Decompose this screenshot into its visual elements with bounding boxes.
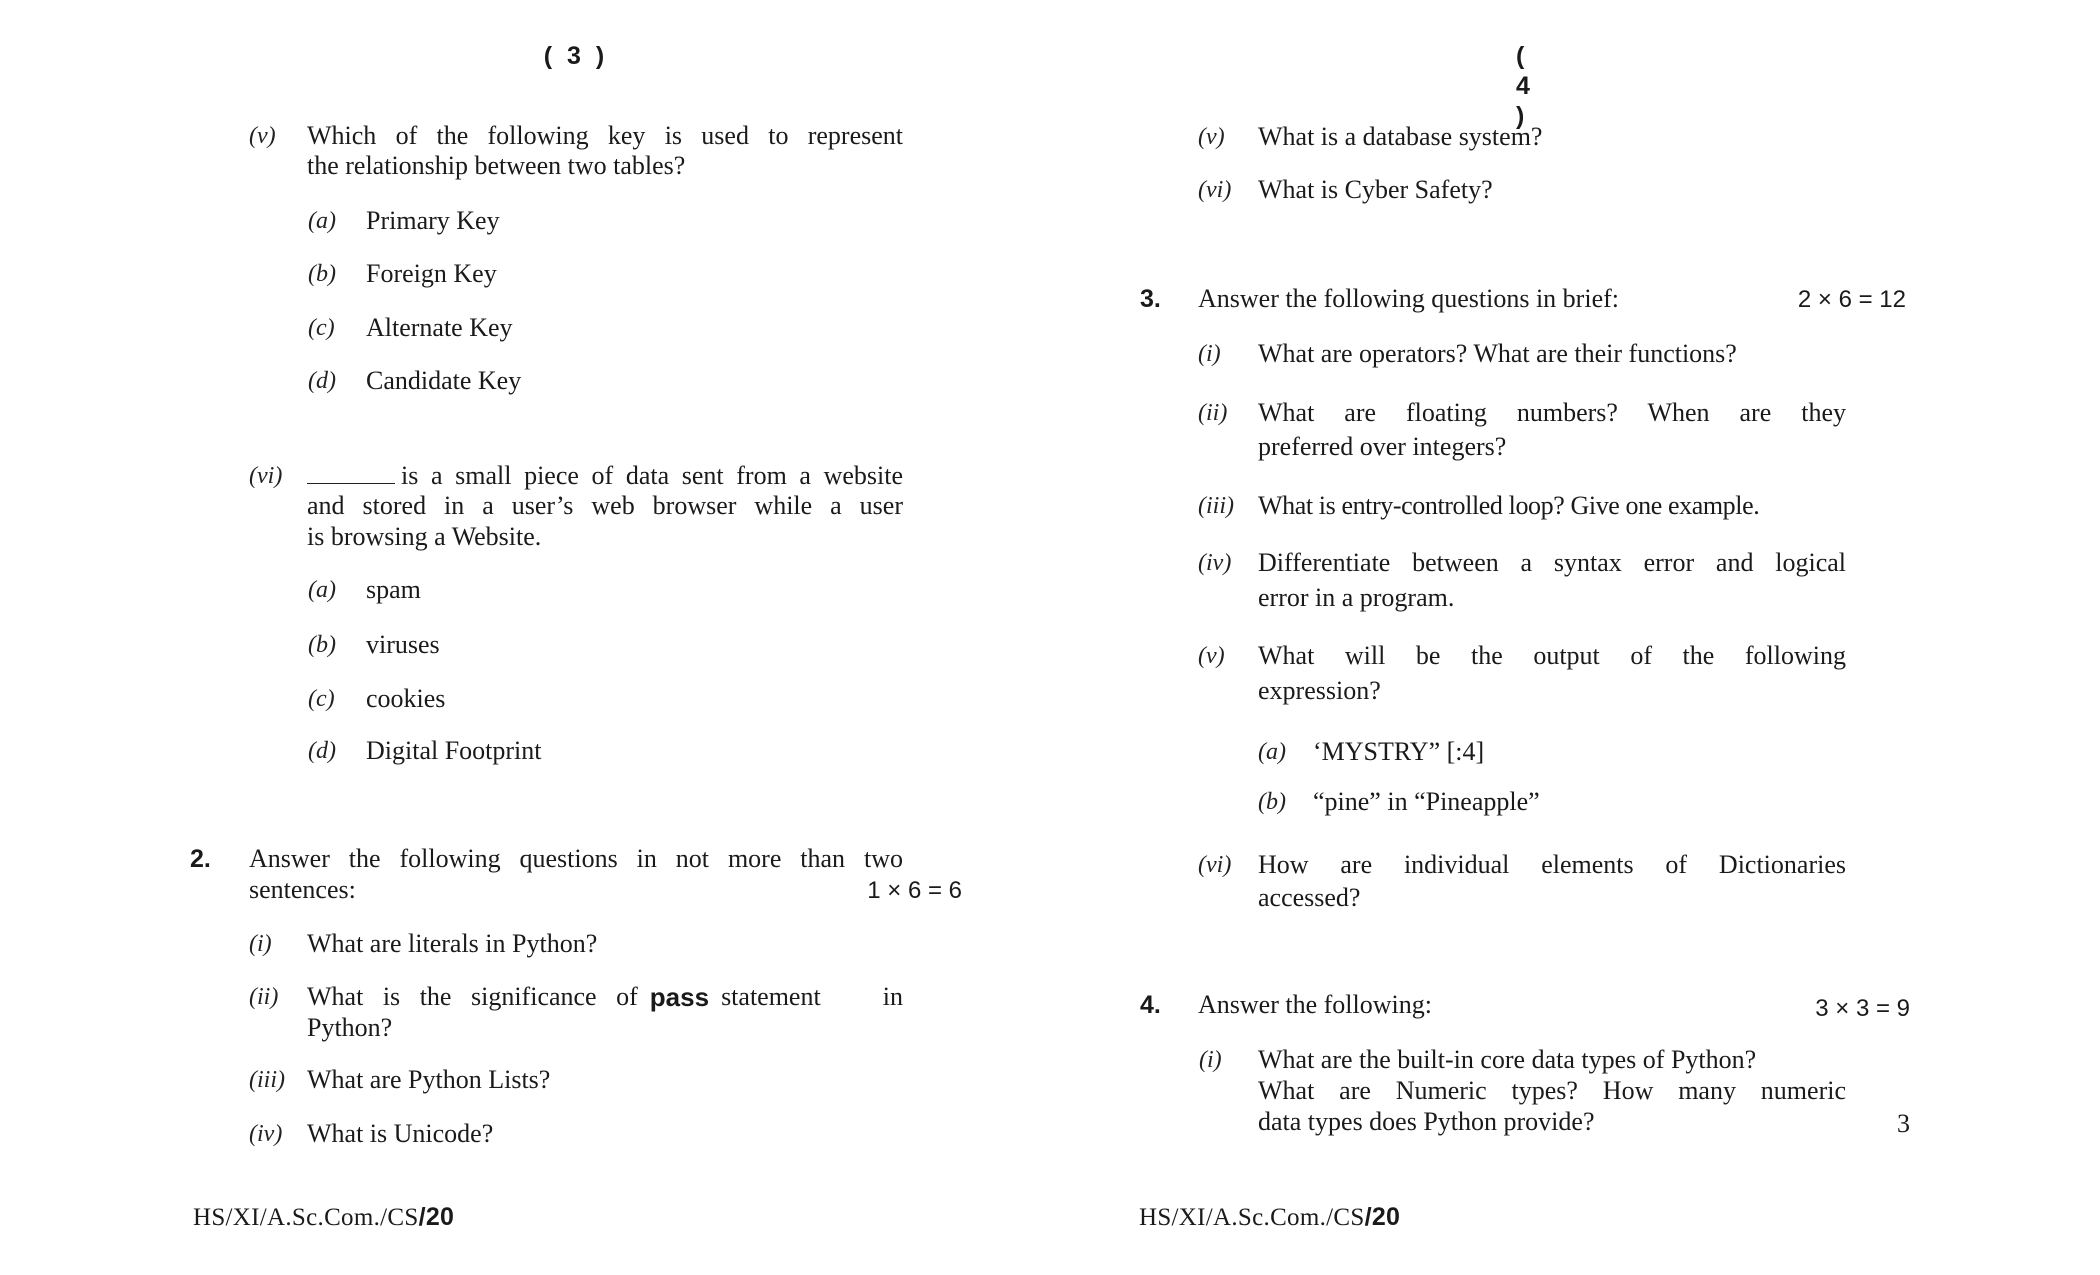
- question-text: accessed?: [1258, 883, 1361, 912]
- question-text: Python?: [307, 1013, 393, 1042]
- question-text: and stored in a user’s web browser while a user: [307, 491, 903, 520]
- option-text: cookies: [366, 684, 446, 713]
- option-text: “pine” in “Pineapple”: [1313, 787, 1540, 816]
- item-label: (iii): [1198, 493, 1234, 519]
- paper-code: HS/XI/A.Sc.Com./CS: [193, 1204, 419, 1231]
- option-label: (c): [308, 315, 335, 341]
- item-label: (v): [249, 123, 276, 149]
- option-label: (a): [308, 208, 336, 234]
- question-text: What are Numeric types? How many numeric: [1258, 1076, 1846, 1105]
- option-label: (c): [308, 686, 335, 712]
- question-heading: sentences:: [249, 875, 356, 904]
- question-text: Which of the following key is used to represent: [307, 121, 903, 150]
- item-label: (vi): [249, 463, 283, 489]
- option-label: (d): [308, 368, 336, 394]
- option-label: (d): [308, 738, 336, 764]
- question-text: What will be the output of the following: [1258, 641, 1846, 670]
- question-text: What are Python Lists?: [307, 1065, 551, 1094]
- item-label: (i): [1198, 341, 1221, 367]
- option-label: (b): [308, 632, 336, 658]
- item-label: (ii): [249, 984, 279, 1010]
- question-text: is browsing a Website.: [307, 522, 542, 551]
- question-text: How are individual elements of Dictionaries: [1258, 850, 1846, 879]
- question-text: preferred over integers?: [1258, 432, 1507, 461]
- item-label: (vi): [1198, 852, 1232, 878]
- page-number: ( 4 ): [1516, 42, 1534, 130]
- question-text: What are the built-in core data types of Python?: [1258, 1045, 1757, 1074]
- question-text: What are operators? What are their functions?: [1258, 339, 1737, 368]
- option-label: (b): [1258, 789, 1286, 815]
- question-number: 3.: [1140, 285, 1161, 313]
- question-text: What is Cyber Safety?: [1258, 175, 1493, 204]
- question-text: What are floating numbers? When are they: [1258, 398, 1846, 427]
- question-text: What is Unicode?: [307, 1119, 494, 1148]
- option-text: Candidate Key: [366, 366, 522, 395]
- marks: 2 × 6 = 12: [1797, 286, 1906, 313]
- option-label: (a): [308, 577, 336, 603]
- option-label: (a): [1258, 739, 1286, 765]
- marks: 1 × 6 = 6: [867, 877, 962, 904]
- question-text: What is a database system?: [1258, 122, 1543, 151]
- question-heading: Answer the following:: [1198, 990, 1432, 1019]
- question-text: error in a program.: [1258, 583, 1455, 612]
- item-label: (ii): [1198, 400, 1228, 426]
- question-heading: Answer the following questions in brief:: [1198, 284, 1619, 313]
- question-text-fragment: is a small piece of data sent from a website: [401, 461, 903, 490]
- keyword-pass: pass: [649, 982, 710, 1012]
- question-number: 2.: [190, 845, 211, 873]
- question-number: 4.: [1140, 991, 1161, 1019]
- option-text: ‘MYSTRY” [:4]: [1313, 737, 1485, 766]
- option-text: Digital Footprint: [366, 736, 542, 765]
- page-number: ( 3 ): [543, 42, 609, 70]
- question-heading: Answer the following questions in not more than two: [249, 844, 903, 873]
- question-text: What are literals in Python?: [307, 929, 598, 958]
- item-label: (i): [249, 931, 272, 957]
- item-label: (i): [1199, 1047, 1222, 1073]
- option-text: Foreign Key: [366, 259, 497, 288]
- question-text: Differentiate between a syntax error and logical: [1258, 548, 1846, 577]
- marks: 3 × 3 = 9: [1815, 995, 1910, 1022]
- question-text: expression?: [1258, 676, 1381, 705]
- item-marks: 3: [1897, 1109, 1910, 1138]
- item-label: (iv): [1198, 550, 1232, 576]
- option-text: viruses: [366, 630, 440, 659]
- paper-code-year: /20: [1364, 1203, 1401, 1231]
- item-label: (vi): [1198, 177, 1232, 203]
- paper-code-footer: [1139, 1202, 1400, 1233]
- paper-code-year: /20: [418, 1203, 455, 1231]
- item-label: (v): [1198, 124, 1225, 150]
- paper-code: HS/XI/A.Sc.Com./CS: [1139, 1204, 1365, 1231]
- question-text: data types does Python provide?: [1258, 1107, 1595, 1136]
- question-text: the relationship between two tables?: [307, 151, 686, 180]
- option-text: spam: [366, 575, 421, 604]
- option-text: Alternate Key: [366, 313, 513, 342]
- option-text: Primary Key: [366, 206, 500, 235]
- option-label: (b): [308, 261, 336, 287]
- question-text: What is entry-controlled loop? Give one example.: [1258, 491, 1760, 520]
- item-label: (iv): [249, 1121, 283, 1147]
- question-text-fragment: What is the significance of: [307, 982, 638, 1011]
- item-label: (iii): [249, 1067, 285, 1093]
- item-label: (v): [1198, 643, 1225, 669]
- question-text-fragment: statement in: [721, 982, 903, 1011]
